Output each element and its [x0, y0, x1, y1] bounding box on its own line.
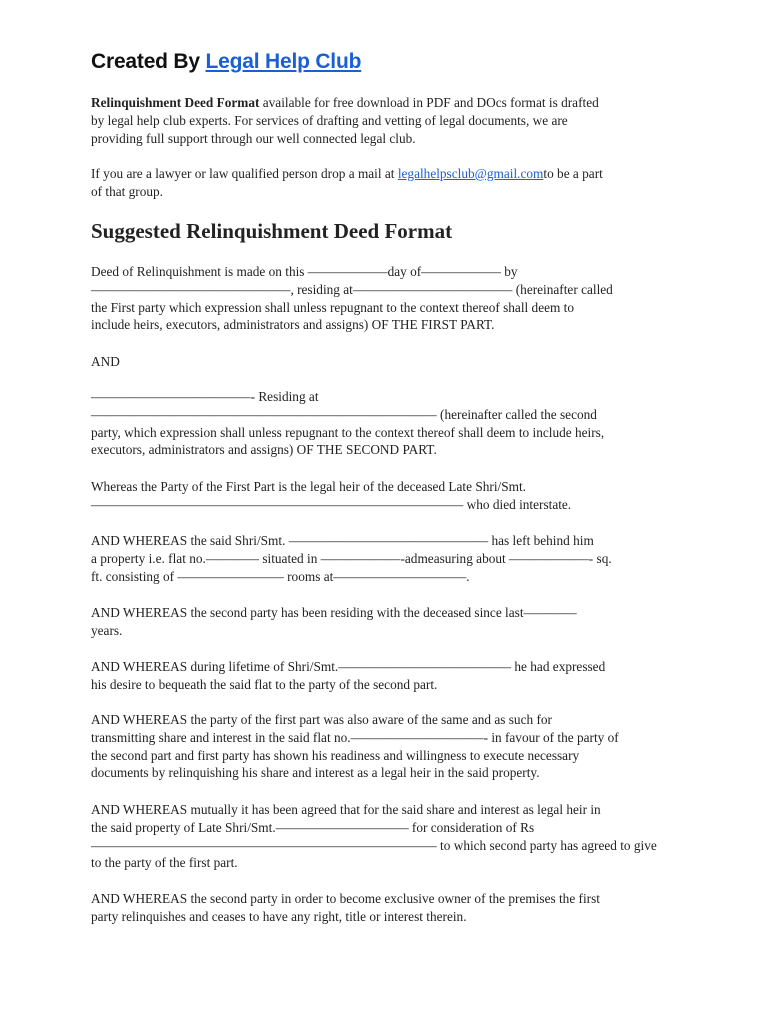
deed-paragraph-2 [91, 388, 676, 459]
deed-line: a property i.e. flat no.———— situated in ——————-admeasuring about ——————- sq. [91, 550, 612, 566]
deed-line: AND WHEREAS the party of the first part was also aware of the same and as such for [91, 712, 552, 727]
deed-line: documents by relinquishing his share and interest as a legal heir in the said property. [91, 765, 540, 781]
deed-line: AND WHEREAS mutually it has been agreed that for the said share and interest as legal heir in [91, 802, 601, 817]
deed-line: ———————————————, residing at———————————— (hereinafter called [91, 281, 613, 297]
deed-line: ———————————————————————————— who died interstate. [91, 496, 572, 512]
deed-line: AND [91, 354, 120, 369]
document-header [91, 50, 361, 74]
deed-paragraph-9 [91, 890, 676, 926]
deed-line: —————————————————————————— to which second party has agreed to give [91, 837, 657, 853]
contact-line1-post: to be a part [543, 166, 603, 181]
section-title: Suggested Relinquishment Deed Format [91, 219, 453, 243]
deed-line: AND WHEREAS during lifetime of Shri/Smt.————————————— he had expressed [91, 659, 606, 674]
deed-line: his desire to bequeath the said flat to the party of the second part. [91, 676, 438, 692]
intro-bold-lead: Relinquishment Deed Format [91, 95, 260, 110]
contact-line2: of that group. [91, 183, 164, 199]
deed-paragraph-and [91, 353, 676, 371]
deed-line: ft. consisting of ———————— rooms at——————————. [91, 568, 470, 584]
deed-line: party, which expression shall unless repugnant to the context thereof shall deem to include heirs, [91, 424, 605, 440]
deed-line: the First party which expression shall unless repugnant to the context thereof shall deem to [91, 299, 575, 315]
legal-help-club-link[interactable]: Legal Help Club [205, 50, 362, 73]
contact-paragraph [91, 165, 676, 201]
deed-line: transmitting share and interest in the said flat no.——————————- in favour of the party of [91, 729, 619, 745]
deed-line: AND WHEREAS the second party has been residing with the deceased since last———— [91, 605, 577, 620]
deed-paragraph-1 [91, 263, 676, 334]
deed-paragraph-7 [91, 711, 676, 782]
deed-line: the said property of Late Shri/Smt.—————————— for consideration of Rs [91, 819, 535, 835]
intro-line3: providing full support through our well connected legal club. [91, 130, 416, 146]
deed-line: ————————————- Residing at [91, 389, 319, 404]
deed-line: Whereas the Party of the First Part is the legal heir of the deceased Late Shri/Smt. [91, 479, 526, 494]
deed-line: years. [91, 622, 123, 638]
deed-paragraph-6 [91, 658, 676, 694]
deed-line: to the party of the first part. [91, 855, 238, 871]
deed-line: Deed of Relinquishment is made on this ——————day of—————— by [91, 264, 518, 279]
deed-line: —————————————————————————— (hereinafter called the second [91, 406, 597, 422]
intro-paragraph [91, 94, 676, 147]
deed-paragraph-5 [91, 604, 676, 640]
intro-line2: by legal help club experts. For services of drafting and vetting of legal documents, we are [91, 112, 568, 128]
deed-line: AND WHEREAS the said Shri/Smt. ——————————————— has left behind him [91, 533, 594, 548]
deed-paragraph-4 [91, 532, 676, 585]
deed-paragraph-3 [91, 478, 676, 514]
deed-line: the second part and first party has shown his readiness and willingness to execute necessary [91, 747, 580, 763]
deed-line: include heirs, executors, administrators and assigns) OF THE FIRST PART. [91, 317, 495, 333]
deed-line: AND WHEREAS the second party in order to become exclusive owner of the premises the first [91, 891, 600, 906]
deed-paragraph-8 [91, 801, 676, 872]
intro-line1: available for free download in PDF and DOcs format is drafted [259, 95, 599, 110]
deed-line: executors, administrators and assigns) OF THE SECOND PART. [91, 442, 437, 458]
contact-line1-pre: If you are a lawyer or law qualified person drop a mail at [91, 166, 398, 181]
deed-line: party relinquishes and ceases to have any right, title or interest therein. [91, 908, 467, 924]
email-link[interactable]: legalhelpsclub@gmail.com [397, 166, 544, 181]
header-prefix: Created By [91, 50, 206, 73]
